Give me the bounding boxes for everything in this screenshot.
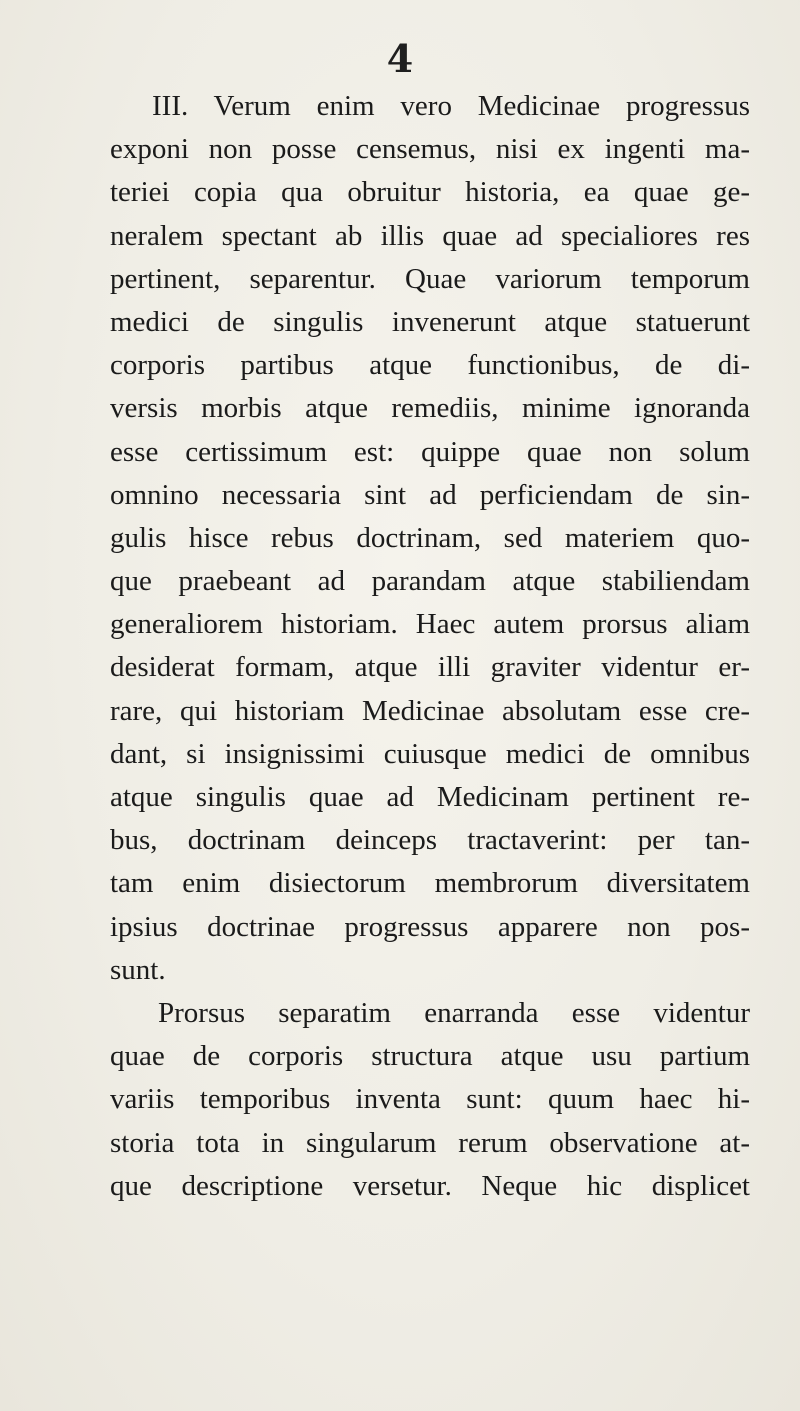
paragraph-2 (110, 992, 750, 1208)
text-line: storia tota in singularum rerum observatione at- (110, 1126, 750, 1159)
text-line: neralem spectant ab illis quae ad specialiores res (110, 219, 750, 252)
text-line: atque singulis quae ad Medicinam pertinent re- (110, 781, 750, 813)
text-line: dant, si insignissimi cuiusque medici de omnibus (110, 737, 750, 770)
text-line: versis morbis atque remediis, minime ignoranda (110, 392, 750, 425)
text-line: que descriptione versetur. Neque hic displicet (110, 1169, 750, 1202)
text-line: tam enim disiectorum membrorum diversitatem (110, 867, 750, 900)
text-line: desiderat formam, atque illi graviter videntur er- (110, 651, 750, 684)
text-line: Prorsus separatim enarranda esse videntur (158, 996, 750, 1029)
text-line: variis temporibus inventa sunt: quum haec hi- (110, 1083, 750, 1116)
text-line: rare, qui historiam Medicinae absolutam esse cre- (110, 694, 750, 727)
text-line: medici de singulis invenerunt atque statuerunt (110, 305, 750, 338)
text-line: quae de corporis structura atque usu partium (110, 1040, 750, 1073)
text-line: III. Verum enim vero Medicinae progressus (152, 90, 750, 122)
page-number: 4 (386, 36, 414, 81)
text-line: sunt. (110, 953, 166, 986)
text-line: corporis partibus atque functionibus, de di- (110, 349, 750, 382)
text-line: teriei copia qua obruitur historia, ea quae ge- (110, 176, 750, 209)
text-line: esse certissimum est: quippe quae non solum (110, 435, 750, 468)
text-line: gulis hisce rebus doctrinam, sed materiem quo- (110, 521, 750, 554)
text-line: omnino necessaria sint ad perficiendam de sin- (110, 478, 750, 511)
body-text (110, 85, 750, 1208)
text-line: que praebeant ad parandam atque stabiliendam (110, 565, 750, 598)
text-line: generaliorem historiam. Haec autem prorsus aliam (110, 608, 750, 641)
text-line: exponi non posse censemus, nisi ex ingenti ma- (110, 133, 750, 166)
text-line: pertinent, separentur. Quae variorum temporum (110, 262, 750, 295)
text-line: ipsius doctrinae progressus apparere non pos- (110, 910, 750, 943)
paragraph-1 (110, 85, 750, 992)
text-line: bus, doctrinam deinceps tractaverint: per tan- (110, 824, 750, 857)
